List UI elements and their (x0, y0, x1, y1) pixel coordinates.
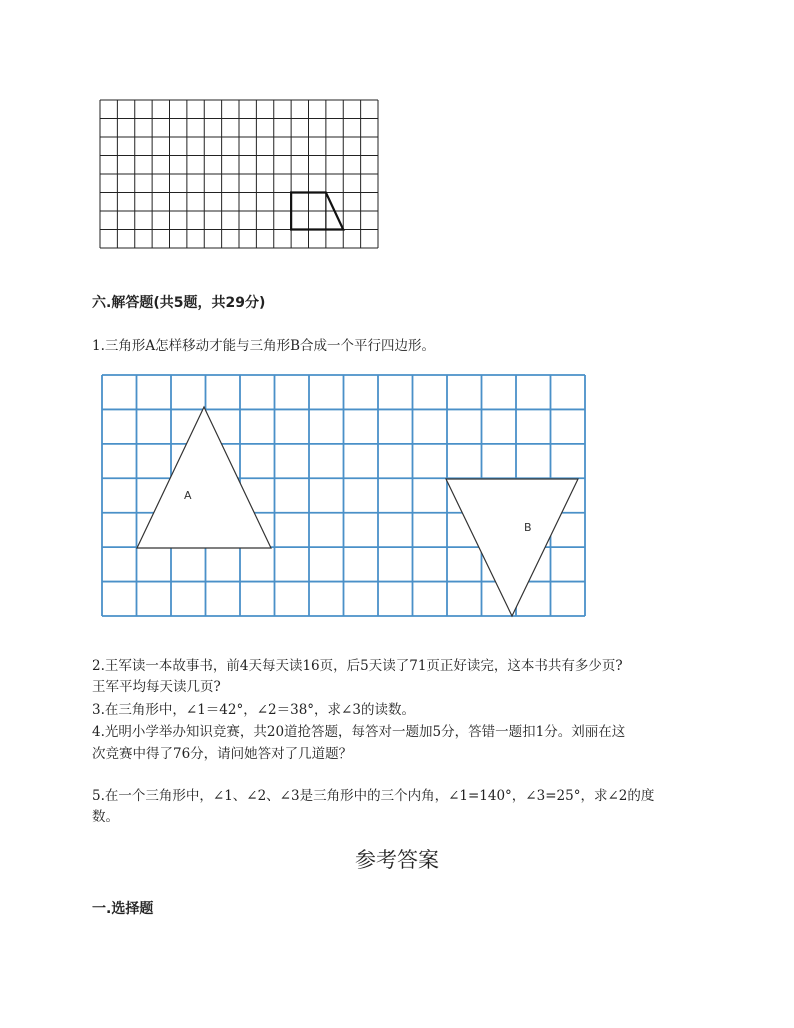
question-5-line-1: 5.在一个三角形中，∠1、∠2、∠3是三角形中的三个内角，∠1=140°，∠3=25°，求∠2的度 (92, 788, 655, 804)
triangle-a-label: A (184, 489, 192, 502)
question-3: 3.在三角形中，∠1＝42°，∠2＝38°，求∠3的读数。 (92, 702, 415, 718)
answer-subsection-title: 一.选择题 (92, 901, 154, 917)
question-1: 1.三角形A怎样移动才能与三角形B合成一个平行四边形。 (92, 338, 436, 354)
triangle-grid-figure (100, 373, 587, 618)
top-grid-figure (99, 99, 379, 249)
answer-section-title: 参考答案 (355, 848, 439, 872)
question-2-line-2: 王军平均每天读几页? (92, 679, 221, 695)
question-5-line-2: 数。 (92, 809, 119, 825)
triangle-b-label: B (524, 521, 532, 534)
question-2-line-1: 2.王军读一本故事书，前4天每天读16页，后5天读了71页正好读完，这本书共有多少页? (92, 658, 623, 674)
section-title: 六.解答题(共5题，共29分) (92, 295, 266, 311)
question-4-line-1: 4.光明小学举办知识竞赛，共20道抢答题，每答对一题加5分，答错一题扣1分。刘丽在这 (92, 724, 626, 740)
question-4-line-2: 次竞赛中得了76分，请问她答对了几道题？ (92, 746, 353, 762)
